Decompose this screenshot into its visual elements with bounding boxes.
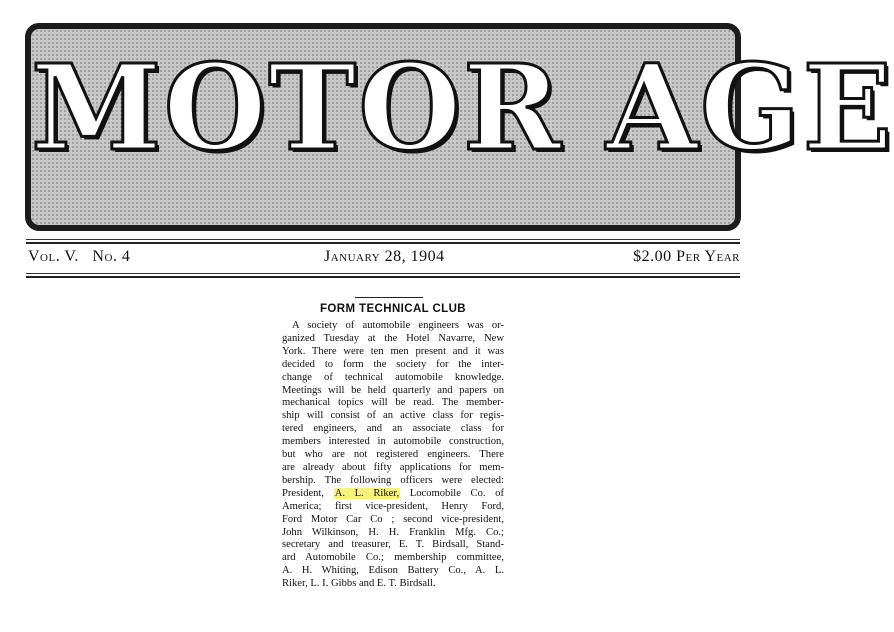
article-separator [355, 297, 423, 298]
article-line: ship will consist of an active class for regis- [282, 410, 504, 422]
top-rule-thin [26, 239, 740, 240]
article-line: change of technical automobile knowledge. [282, 371, 504, 383]
issue-info-line [28, 246, 740, 270]
highlighted-name: A. L. Riker, [334, 487, 400, 499]
bottom-rule-thin [26, 273, 740, 274]
article-line: mechanical topics will be read. The member- [282, 397, 504, 409]
article-line: John Wilkinson, H. H. Franklin Mfg. Co.; [282, 526, 504, 538]
article-line: are already about fifty applications for mem- [282, 461, 504, 473]
article-line-president [282, 488, 504, 501]
article-line: ganized Tuesday at the Hotel Navarre, New [282, 332, 504, 344]
article-line: ard Automobile Co.; membership committee, [282, 552, 504, 564]
article-line: America; first vice-president, Henry Ford, [282, 500, 504, 512]
article-body [282, 320, 504, 591]
article-line: Ford Motor Car Co ; second vice-president, [282, 513, 504, 525]
masthead-title: MOTOR AGE [31, 38, 894, 177]
article-line: decided to form the society for the inter- [282, 358, 504, 370]
article-line: tered engineers, and an associate class for [282, 423, 504, 435]
article-line: York. There were ten men present and it was [282, 345, 504, 357]
issue-number: No. 4 [92, 248, 131, 265]
masthead-banner [25, 23, 894, 231]
bottom-rule-thick [26, 276, 740, 278]
article-line: members interested in automobile construction, [282, 436, 504, 448]
article-title: FORM TECHNICAL CLUB [319, 303, 466, 315]
article-line: bership. The following officers were elected: [282, 474, 504, 486]
article-line: Meetings will be held quarterly and papers on [282, 384, 504, 396]
volume-label: Vol. V. [28, 248, 79, 265]
article-line: Riker, L. I. Gibbs and E. T. Birdsall. [282, 578, 436, 590]
article-line: secretary and treasurer, E. T. Birdsall, Stand- [282, 539, 504, 551]
president-suffix: Locomobile Co. of [409, 487, 505, 499]
volume-number [28, 248, 130, 266]
article-line: but who are not registered engineers. There [282, 449, 504, 461]
issue-date: January 28, 1904 [324, 248, 445, 265]
subscription-price: $2.00 Per Year [633, 248, 740, 265]
article-line: A society of automobile engineers was or- [292, 320, 504, 331]
article-line: A. H. Whiting, Edison Battery Co., A. L. [282, 565, 504, 577]
president-prefix: President, [282, 487, 325, 499]
top-rule-thick [26, 242, 740, 244]
